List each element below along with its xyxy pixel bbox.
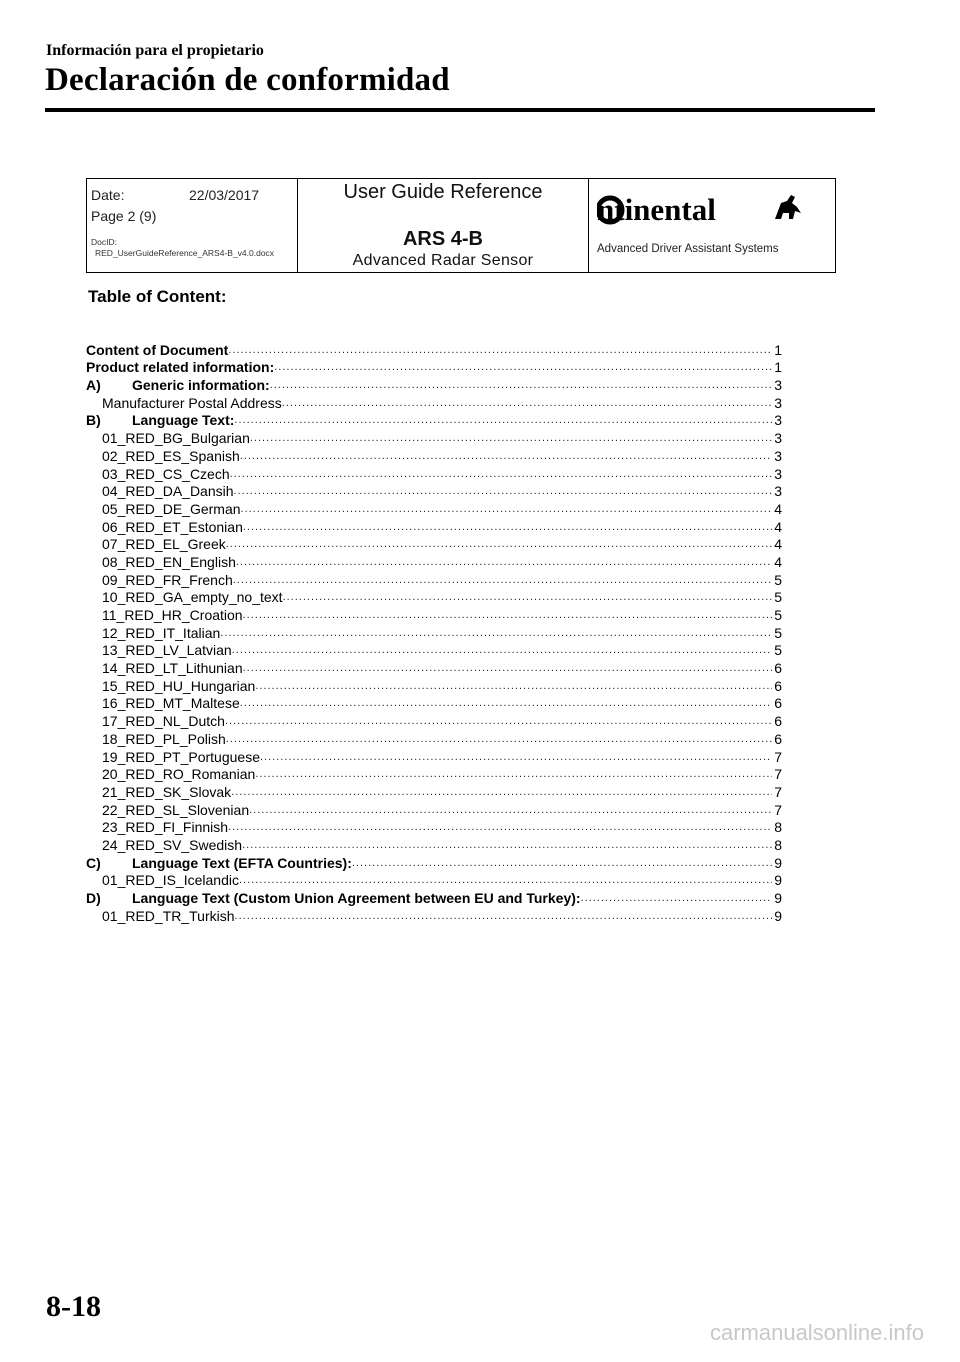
toc-entry-label [102,589,283,606]
toc-entry[interactable] [86,518,782,536]
toc-entry[interactable] [86,412,782,430]
toc-entry-text: 21_RED_SK_Slovak [102,783,232,800]
toc-entry-page: 3 [774,465,782,482]
toc-entry-page: 5 [774,607,782,623]
toc-entry-page: 3 [774,430,782,447]
toc-entry[interactable] [86,624,782,642]
toc-entry-label [86,359,274,376]
toc-entry-text: Generic information: [132,377,270,394]
toc-entry-label [102,837,242,854]
toc-entry-text: Language Text (EFTA Countries): [132,854,352,871]
toc-entry-text: 20_RED_RO_Romanian [102,766,256,783]
page-number: 8-18 [46,1290,101,1323]
toc-leader-dots [239,872,772,889]
toc-leader-dots [243,660,773,677]
toc-entry[interactable] [86,429,782,447]
toc-entry-page: 3 [774,447,782,464]
toc-entry-page: 4 [774,536,782,553]
toc-entry-text: 01_RED_BG_Bulgarian [102,430,250,447]
toc-entry-page: 5 [774,589,782,606]
brand-cell [589,179,836,273]
toc-entry-label [102,749,260,766]
toc-leader-dots [230,466,773,483]
toc-entry-text: 11_RED_HR_Croation [102,607,243,623]
toc-leader-dots [255,678,772,695]
toc-entry-label [102,784,231,801]
toc-leader-dots [241,501,773,518]
page-title: Declaración de conformidad [45,62,450,98]
toc-leader-dots [234,412,772,429]
toc-entry-text: 22_RED_SL_Slovenian [102,801,250,818]
toc-entry-text: 23_RED_FI_Finnish [102,819,229,836]
toc-entry-label [102,713,225,730]
svg-text:ntinental: ntinental [597,192,716,227]
toc-entry-label [102,430,250,447]
toc-entry-page: 7 [774,748,782,765]
toc-entry-page: 9 [774,872,782,889]
toc-entry-label [102,802,249,819]
toc-leader-dots [243,607,773,624]
toc-entry-label [102,395,282,412]
toc-entry-page: 4 [774,553,782,570]
title-rule [45,108,875,112]
toc-leader-dots [260,749,772,766]
watermark: carmanualsonline.info [709,1320,924,1345]
toc-entry[interactable] [86,677,782,695]
toc-entry[interactable] [86,889,782,907]
toc-entry-page: 6 [774,677,782,694]
toc-entry[interactable] [86,712,782,730]
toc-leader-dots [232,642,772,659]
toc-entry[interactable] [86,447,782,465]
toc-entry-letter: A) [86,377,101,394]
toc-entry-text: 16_RED_MT_Maltese [102,695,240,712]
toc-entry-text: 01_RED_TR_Turkish [102,907,235,924]
toc-entry-page: 6 [774,730,782,747]
toc-entry-text: 08_RED_EN_English [102,553,236,570]
toc-entry-page: 1 [774,359,782,376]
toc-entry-text: 03_RED_CS_Czech [102,465,230,482]
toc-entry[interactable] [86,394,782,412]
toc-entry-text: 09_RED_FR_French [102,571,233,588]
toc-leader-dots [235,908,773,925]
toc-entry[interactable] [86,500,782,518]
toc-entry-text: Product related information: [86,359,275,376]
document-meta-cell [87,179,298,273]
document-title-cell [298,179,589,273]
toc-entry-page: 4 [774,500,782,517]
toc-leader-dots [581,890,773,907]
toc-entry[interactable] [86,836,782,854]
toc-entry-label [102,660,243,677]
product-description: Advanced Radar Sensor [352,252,534,269]
toc-entry-page: 7 [774,783,782,800]
toc-entry[interactable] [86,359,782,377]
toc-entry[interactable] [86,571,782,589]
toc-entry-page: 6 [774,660,782,677]
toc-entry-page: 4 [774,518,782,535]
toc-entry[interactable] [86,589,782,607]
toc-entry-label [102,466,230,483]
document-reference-box [86,178,836,273]
date-value: 22/03/2017 [189,187,260,203]
docid-label: DocID: [91,237,117,247]
toc-entry-text: 15_RED_HU_Hungarian [102,677,256,694]
toc-leader-dots [234,483,773,500]
toc-entry-text: 06_RED_ET_Estonian [102,518,243,535]
toc-leader-dots [274,359,772,376]
toc-entry-page: 6 [774,695,782,712]
toc-entry-label [102,625,220,642]
toc-leader-dots [242,837,772,854]
toc-entry[interactable] [86,907,782,925]
toc-entry-label [102,607,243,624]
toc-entry-text: 02_RED_ES_Spanish [102,447,240,464]
toc-leader-dots [240,448,772,465]
toc-leader-dots [233,572,772,589]
toc-entry-page: 8 [774,836,782,853]
toc-entry-label [102,695,240,712]
toc-entry[interactable] [86,606,782,624]
toc-leader-dots [228,819,772,836]
toc-leader-dots [352,855,772,872]
toc-entry-label [102,554,236,571]
toc-entry-label [102,766,255,783]
toc-entry-text: 18_RED_PL_Polish [102,730,226,747]
toc-leader-dots [226,731,772,748]
toc-entry-page: 3 [774,394,782,411]
toc-entry-page: 9 [774,907,782,924]
toc-entry-text: 14_RED_LT_Lithunian [102,660,243,677]
toc-entry-label [102,536,226,553]
toc-leader-dots [236,554,772,571]
toc-entry-page: 3 [774,377,782,394]
toc-entry-text: Language Text: [132,412,235,429]
toc-entry-page: 9 [774,890,782,906]
toc-entry-page: 6 [774,713,782,730]
toc-entry-text: 17_RED_NL_Dutch [102,713,225,730]
toc-entry-label [86,855,352,872]
toc-entry-page: 3 [774,483,782,500]
toc-entry[interactable] [86,483,782,501]
date-label: Date: [91,187,125,203]
toc-entry[interactable] [86,642,782,660]
toc-entry-text: 24_RED_SV_Swedish [102,836,243,853]
toc-entry-text: 05_RED_DE_German [102,500,241,517]
toc-leader-dots [282,395,772,412]
toc-entry-text: 13_RED_LV_Latvian [102,642,232,659]
toc-entry[interactable] [86,783,782,801]
toc-entry[interactable] [86,872,782,890]
toc-entry-text: 01_RED_IS_Icelandic [102,872,239,889]
toc-entry-label [86,412,234,429]
toc-entry-page: 1 [774,341,782,358]
table-of-contents [86,341,782,925]
toc-entry-page: 9 [774,854,782,871]
toc-entry-label [102,731,226,748]
toc-entry[interactable] [86,748,782,766]
toc-leader-dots [250,430,772,447]
toc-leader-dots [243,519,772,536]
division-name: Advanced Driver Assistant Systems [597,243,779,255]
toc-entry-page: 7 [774,801,782,818]
toc-entry-text: 04_RED_DA_Dansih [102,483,234,500]
toc-entry-page: 5 [774,642,782,659]
toc-leader-dots [231,784,772,801]
toc-entry-letter: B) [86,412,101,429]
docid-value: RED_UserGuideReference_ARS4-B_v4.0.docx [95,248,275,258]
toc-entry-text: Language Text (Custom Union Agreement between EU and Turkey): [132,890,581,906]
toc-entry-label [86,377,270,394]
toc-entry[interactable] [86,695,782,713]
toc-entry-label [102,819,228,836]
toc-entry[interactable] [86,376,782,394]
toc-entry-label [102,501,241,518]
toc-leader-dots [226,536,772,553]
toc-entry-text: 19_RED_PT_Portuguese [102,748,260,765]
toc-entry-label [86,890,581,907]
continental-logo [597,189,807,229]
toc-heading: Table of Content: [88,287,227,306]
toc-entry-text: 10_RED_GA_empty_no_text [102,589,283,606]
toc-entry[interactable] [86,341,782,359]
toc-entry-page: 8 [774,819,782,836]
toc-entry-page: 5 [774,624,782,641]
toc-leader-dots [249,802,772,819]
toc-entry[interactable] [86,854,782,872]
toc-entry[interactable] [86,801,782,819]
toc-entry-label [86,342,228,359]
toc-entry[interactable] [86,766,782,784]
toc-entry[interactable] [86,730,782,748]
toc-entry-label [102,519,243,536]
toc-entry[interactable] [86,465,782,483]
toc-entry-label [102,483,234,500]
toc-entry[interactable] [86,819,782,837]
toc-leader-dots [255,766,772,783]
toc-leader-dots [228,342,772,359]
page-indicator: Page 2 (9) [91,208,157,224]
toc-leader-dots [283,589,773,606]
toc-entry-label [102,572,233,589]
guide-title: User Guide Reference [343,181,543,203]
toc-leader-dots [270,377,773,394]
toc-entry[interactable] [86,536,782,554]
toc-entry-text: Manufacturer Postal Address [102,394,282,411]
toc-entry-text: 07_RED_EL_Greek [102,536,226,553]
toc-entry-page: 5 [774,571,782,588]
toc-leader-dots [225,713,772,730]
toc-entry-label [102,678,255,695]
product-name: ARS 4-B [402,228,483,250]
section-label: Información para el propietario [46,42,264,59]
toc-entry-label [102,448,240,465]
toc-entry-label [102,908,235,925]
toc-entry-letter: C) [86,854,101,871]
toc-entry-label [102,872,239,889]
toc-entry-text: Content of Document [86,341,229,358]
toc-entry-page: 7 [774,766,782,783]
toc-entry-page: 3 [774,412,782,429]
toc-leader-dots [220,625,772,642]
toc-entry[interactable] [86,553,782,571]
toc-leader-dots [240,695,772,712]
toc-entry-label [102,642,232,659]
toc-entry-text: 12_RED_IT_Italian [102,624,221,641]
toc-entry[interactable] [86,659,782,677]
toc-entry-letter: D) [86,890,101,906]
